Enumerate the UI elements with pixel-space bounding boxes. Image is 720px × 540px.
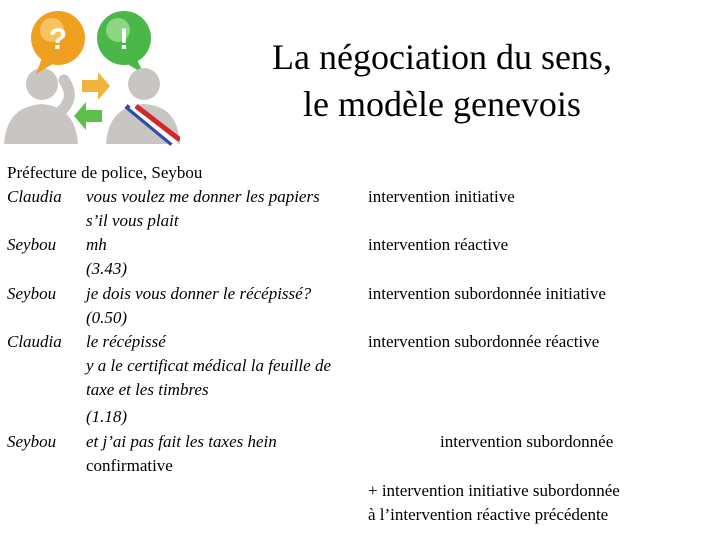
- section-title: Préfecture de police, Seybou: [7, 163, 203, 182]
- utterance-text: s’il vous plait: [86, 211, 179, 230]
- intervention-label: intervention subordonnée réactive: [368, 332, 600, 351]
- person-left-icon: [4, 68, 78, 144]
- speaker-label: Seybou: [7, 284, 57, 303]
- speaker-label: Seybou: [7, 235, 57, 254]
- slide-title: [220, 34, 664, 128]
- intervention-label: intervention réactive: [368, 235, 509, 254]
- speaker-label: Seybou: [7, 432, 57, 451]
- title-line-1: La négociation du sens,: [272, 37, 612, 77]
- pause-duration: (0.50): [86, 308, 128, 327]
- intervention-label: intervention subordonnée: [440, 432, 614, 451]
- person-right-icon: [106, 68, 180, 144]
- intervention-label: intervention initiative: [368, 187, 515, 206]
- speaker-label: Claudia: [7, 332, 62, 351]
- footer-note-line-2: à l’intervention réactive précédente: [368, 505, 609, 524]
- intervention-label: intervention subordonnée initiative: [368, 284, 606, 303]
- svg-text:?: ?: [48, 23, 68, 56]
- logo-illustration: [2, 6, 180, 146]
- title-line-2: le modèle genevois: [303, 84, 581, 124]
- speaker-label: Claudia: [7, 187, 62, 206]
- utterance-text: vous voulez me donner les papiers: [86, 187, 320, 206]
- intervention-label-continuation: confirmative: [86, 456, 173, 475]
- footer-note-line-1: + intervention initiative subordonnée: [368, 481, 620, 500]
- utterance-text: y a le certificat médical la feuille de: [86, 356, 331, 375]
- utterance-text: le récépissé: [86, 332, 166, 351]
- utterance-text: mh: [86, 235, 107, 254]
- utterance-text: je dois vous donner le récépissé?: [86, 284, 312, 303]
- arrow-right-icon: [82, 72, 110, 100]
- utterance-text: taxe et les timbres: [86, 380, 209, 399]
- svg-text:!: !: [119, 23, 129, 56]
- pause-duration: (1.18): [86, 407, 128, 426]
- exclamation-bubble-icon: [97, 11, 151, 74]
- question-bubble-icon: [31, 11, 85, 74]
- utterance-text: et j’ai pas fait les taxes hein: [86, 432, 277, 451]
- arrow-left-icon: [74, 102, 102, 130]
- pause-duration: (3.43): [86, 259, 128, 278]
